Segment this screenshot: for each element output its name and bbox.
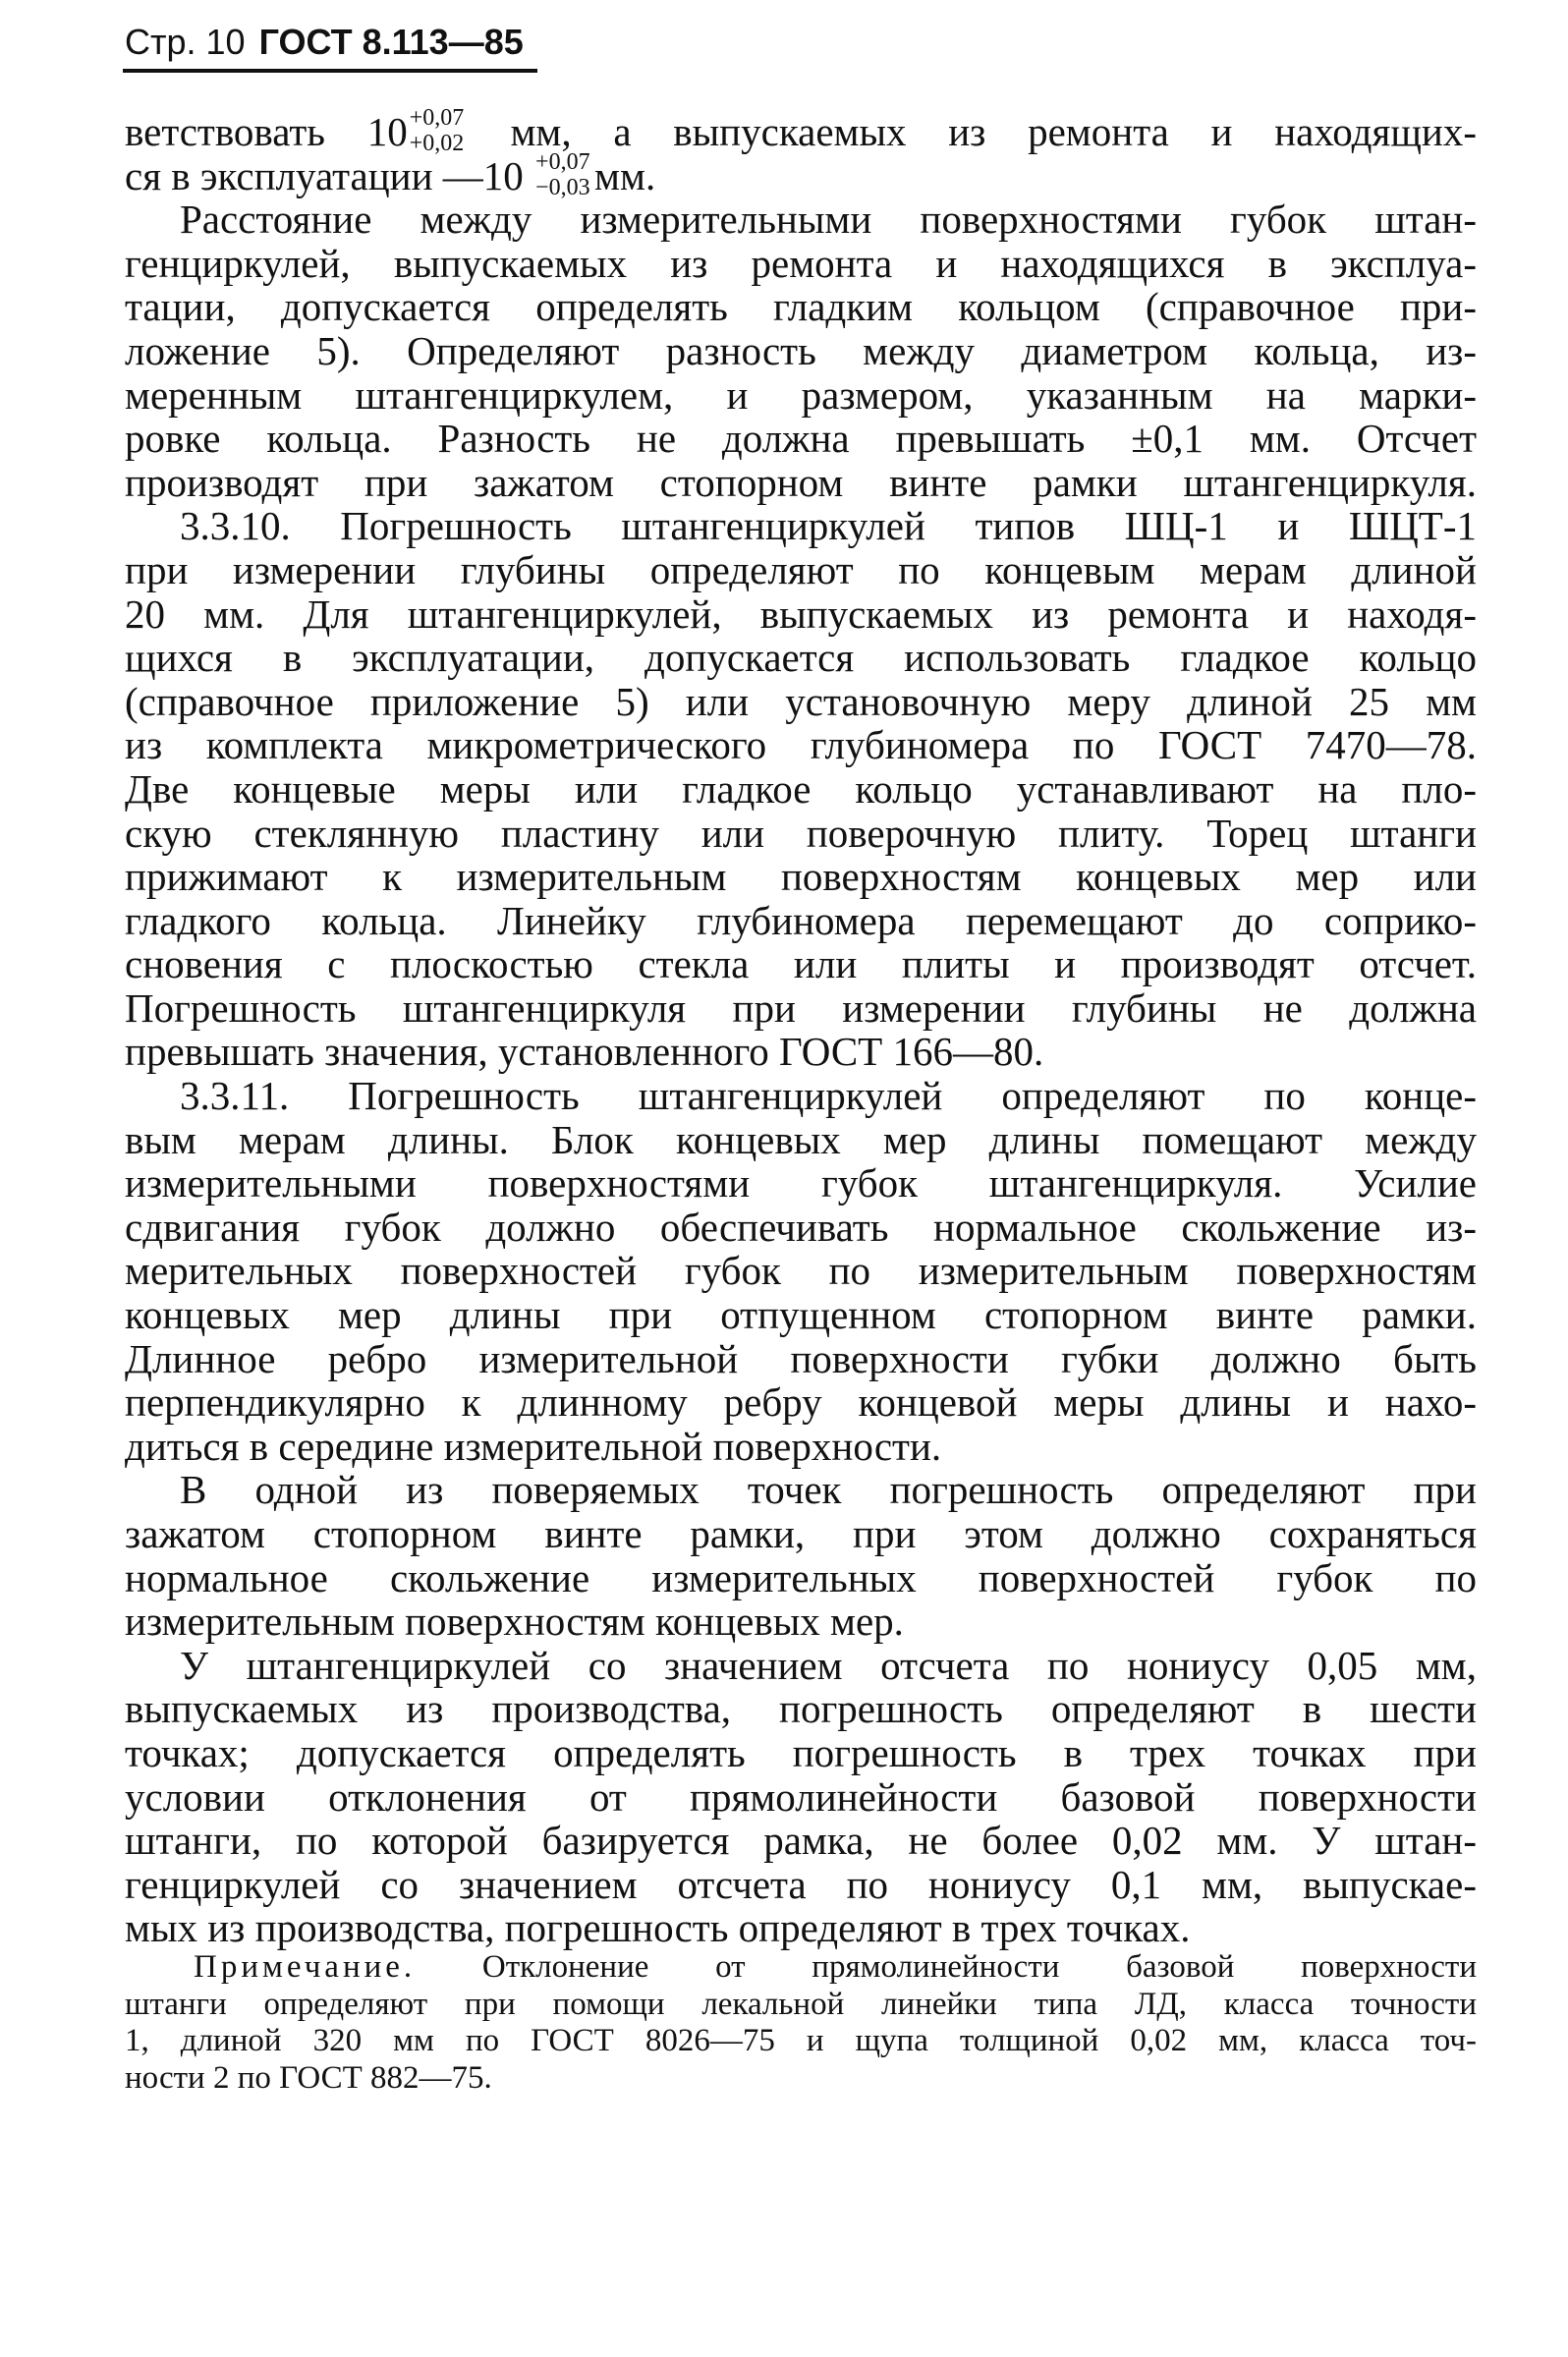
note-line: штанги определяют при помощи лекальной линейки типа ЛД, класса точности (125, 1986, 1477, 2022)
page-header (125, 22, 524, 63)
text-line: 3.3.11. Погрешность штангенциркулей определяют по конце- (180, 1073, 1477, 1119)
text-line: превышать значения, установленного ГОСТ 166—80. (125, 1029, 1044, 1075)
text-line: В одной из поверяемых точек погрешность определяют при (180, 1467, 1477, 1513)
text-line: при измерении глубины определяют по концевым мерам длиной (125, 546, 1477, 592)
text-line: 20 мм. Для штангенциркулей, выпускаемых из ремонта и находя- (125, 590, 1477, 637)
text-line: генциркулей со значением отсчета по нониусу 0,1 мм, выпускае- (125, 1861, 1477, 1907)
text-line: генциркулей, выпускаемых из ремонта и находящихся в эксплуа- (125, 240, 1477, 286)
text-line: ветствовать 10 +0,07 +0,02 мм, а выпускаемых из ремонта и находящих- (125, 105, 1477, 156)
text-line: Две концевые меры или гладкое кольцо устанавливают на пло- (125, 765, 1477, 812)
text-line: тации, допускается определять гладким кольцом (справочное при- (125, 284, 1477, 330)
note-line: Примечание. Отклонение от прямолинейности базовой поверхности (194, 1949, 1477, 1985)
text-line: точках; допускается определять погрешность в трех точках при (125, 1729, 1477, 1775)
text-line: сдвигания губок должно обеспечивать нормальное скольжение из- (125, 1204, 1477, 1250)
note-label: Примечание. (194, 1949, 417, 1985)
text-line: У штангенциркулей со значением отсчета по нониусу 0,05 мм, (180, 1642, 1477, 1688)
text-line: Длинное ребро измерительной поверхности губки должно быть (125, 1335, 1477, 1381)
text-line: Погрешность штангенциркуля при измерении глубины не должна (125, 984, 1477, 1031)
text-line: диться в середине измерительной поверхности. (125, 1423, 942, 1469)
text-line: условии отклонения от прямолинейности базовой поверхности (125, 1773, 1477, 1820)
text-line: скую стеклянную пластину или поверочную плиту. Торец штанги (125, 810, 1477, 856)
text-line: ся в эксплуатации —10 +0,07 −0,03 мм. (125, 148, 656, 200)
text-line: прижимают к измерительным поверхностям концевых мер или (125, 854, 1477, 900)
note-block (125, 1949, 1477, 2097)
text-line: выпускаемых из производства, погрешность определяют в шести (125, 1686, 1477, 1732)
note-line: ности 2 по ГОСТ 882—75. (125, 2059, 492, 2096)
text-line: сновения с плоскостью стекла или плиты и производят отсчет. (125, 941, 1477, 987)
standard-designation: ГОСТ 8.113—85 (258, 22, 524, 62)
text-line: мых из производства, погрешность определяют в трех точках. (125, 1905, 1191, 1951)
text-line: производят при зажатом стопорном винте рамки штангенциркуля. (125, 459, 1477, 505)
text-line: из комплекта микрометрического глубиномера по ГОСТ 7470—78. (125, 722, 1477, 768)
text-line: щихся в эксплуатации, допускается использовать гладкое кольцо (125, 635, 1477, 681)
tolerance-value: 10 +0,07 +0,02 (366, 105, 465, 156)
note-line: 1, длиной 320 мм по ГОСТ 8026—75 и щупа толщиной 0,02 мм, класса точ- (125, 2023, 1477, 2058)
text-line: (справочное приложение 5) или установочную меру длиной 25 мм (125, 678, 1477, 724)
text-line: штанги, по которой базируется рамка, не более 0,02 мм. У штан- (125, 1818, 1477, 1864)
text-line: нормальное скольжение измерительных поверхностей губок по (125, 1554, 1477, 1600)
text-line: ложение 5). Определяют разность между диаметром кольца, из- (125, 327, 1477, 373)
text-line: измерительным поверхностям концевых мер. (125, 1599, 904, 1645)
text-line: зажатом стопорном винте рамки, при этом должно сохраняться (125, 1511, 1477, 1556)
text-line: гладкого кольца. Линейку глубиномера перемещают до соприко- (125, 897, 1477, 943)
text-line: измерительными поверхностями губок штангенциркуля. Усилие (125, 1160, 1477, 1207)
text-line: мерительных поверхностей губок по измерительным поверхностям (125, 1248, 1477, 1294)
text-line: ровке кольца. Разность не должна превышать ±0,1 мм. Отсчет (125, 416, 1477, 462)
page-number: 10 (205, 22, 246, 62)
text-line: перпендикулярно к длинному ребру концевой меры длины и нахо- (125, 1379, 1477, 1426)
document-body (125, 105, 1477, 1951)
page-prefix: Стр. (125, 22, 196, 62)
text-line: вым мерам длины. Блок концевых мер длины помещают между (125, 1116, 1477, 1162)
text-line: меренным штангенциркулем, и размером, указанным на марки- (125, 371, 1477, 418)
header-rule (123, 69, 537, 73)
text-line: 3.3.10. Погрешность штангенциркулей типов ШЦ-1 и ШЦТ-1 (180, 503, 1477, 549)
tolerance-value: 10 +0,07 −0,03 (482, 148, 590, 200)
text-line: Расстояние между измерительными поверхностями губок штан- (180, 196, 1477, 243)
text-line: концевых мер длины при отпущенном стопорном винте рамки. (125, 1292, 1477, 1338)
